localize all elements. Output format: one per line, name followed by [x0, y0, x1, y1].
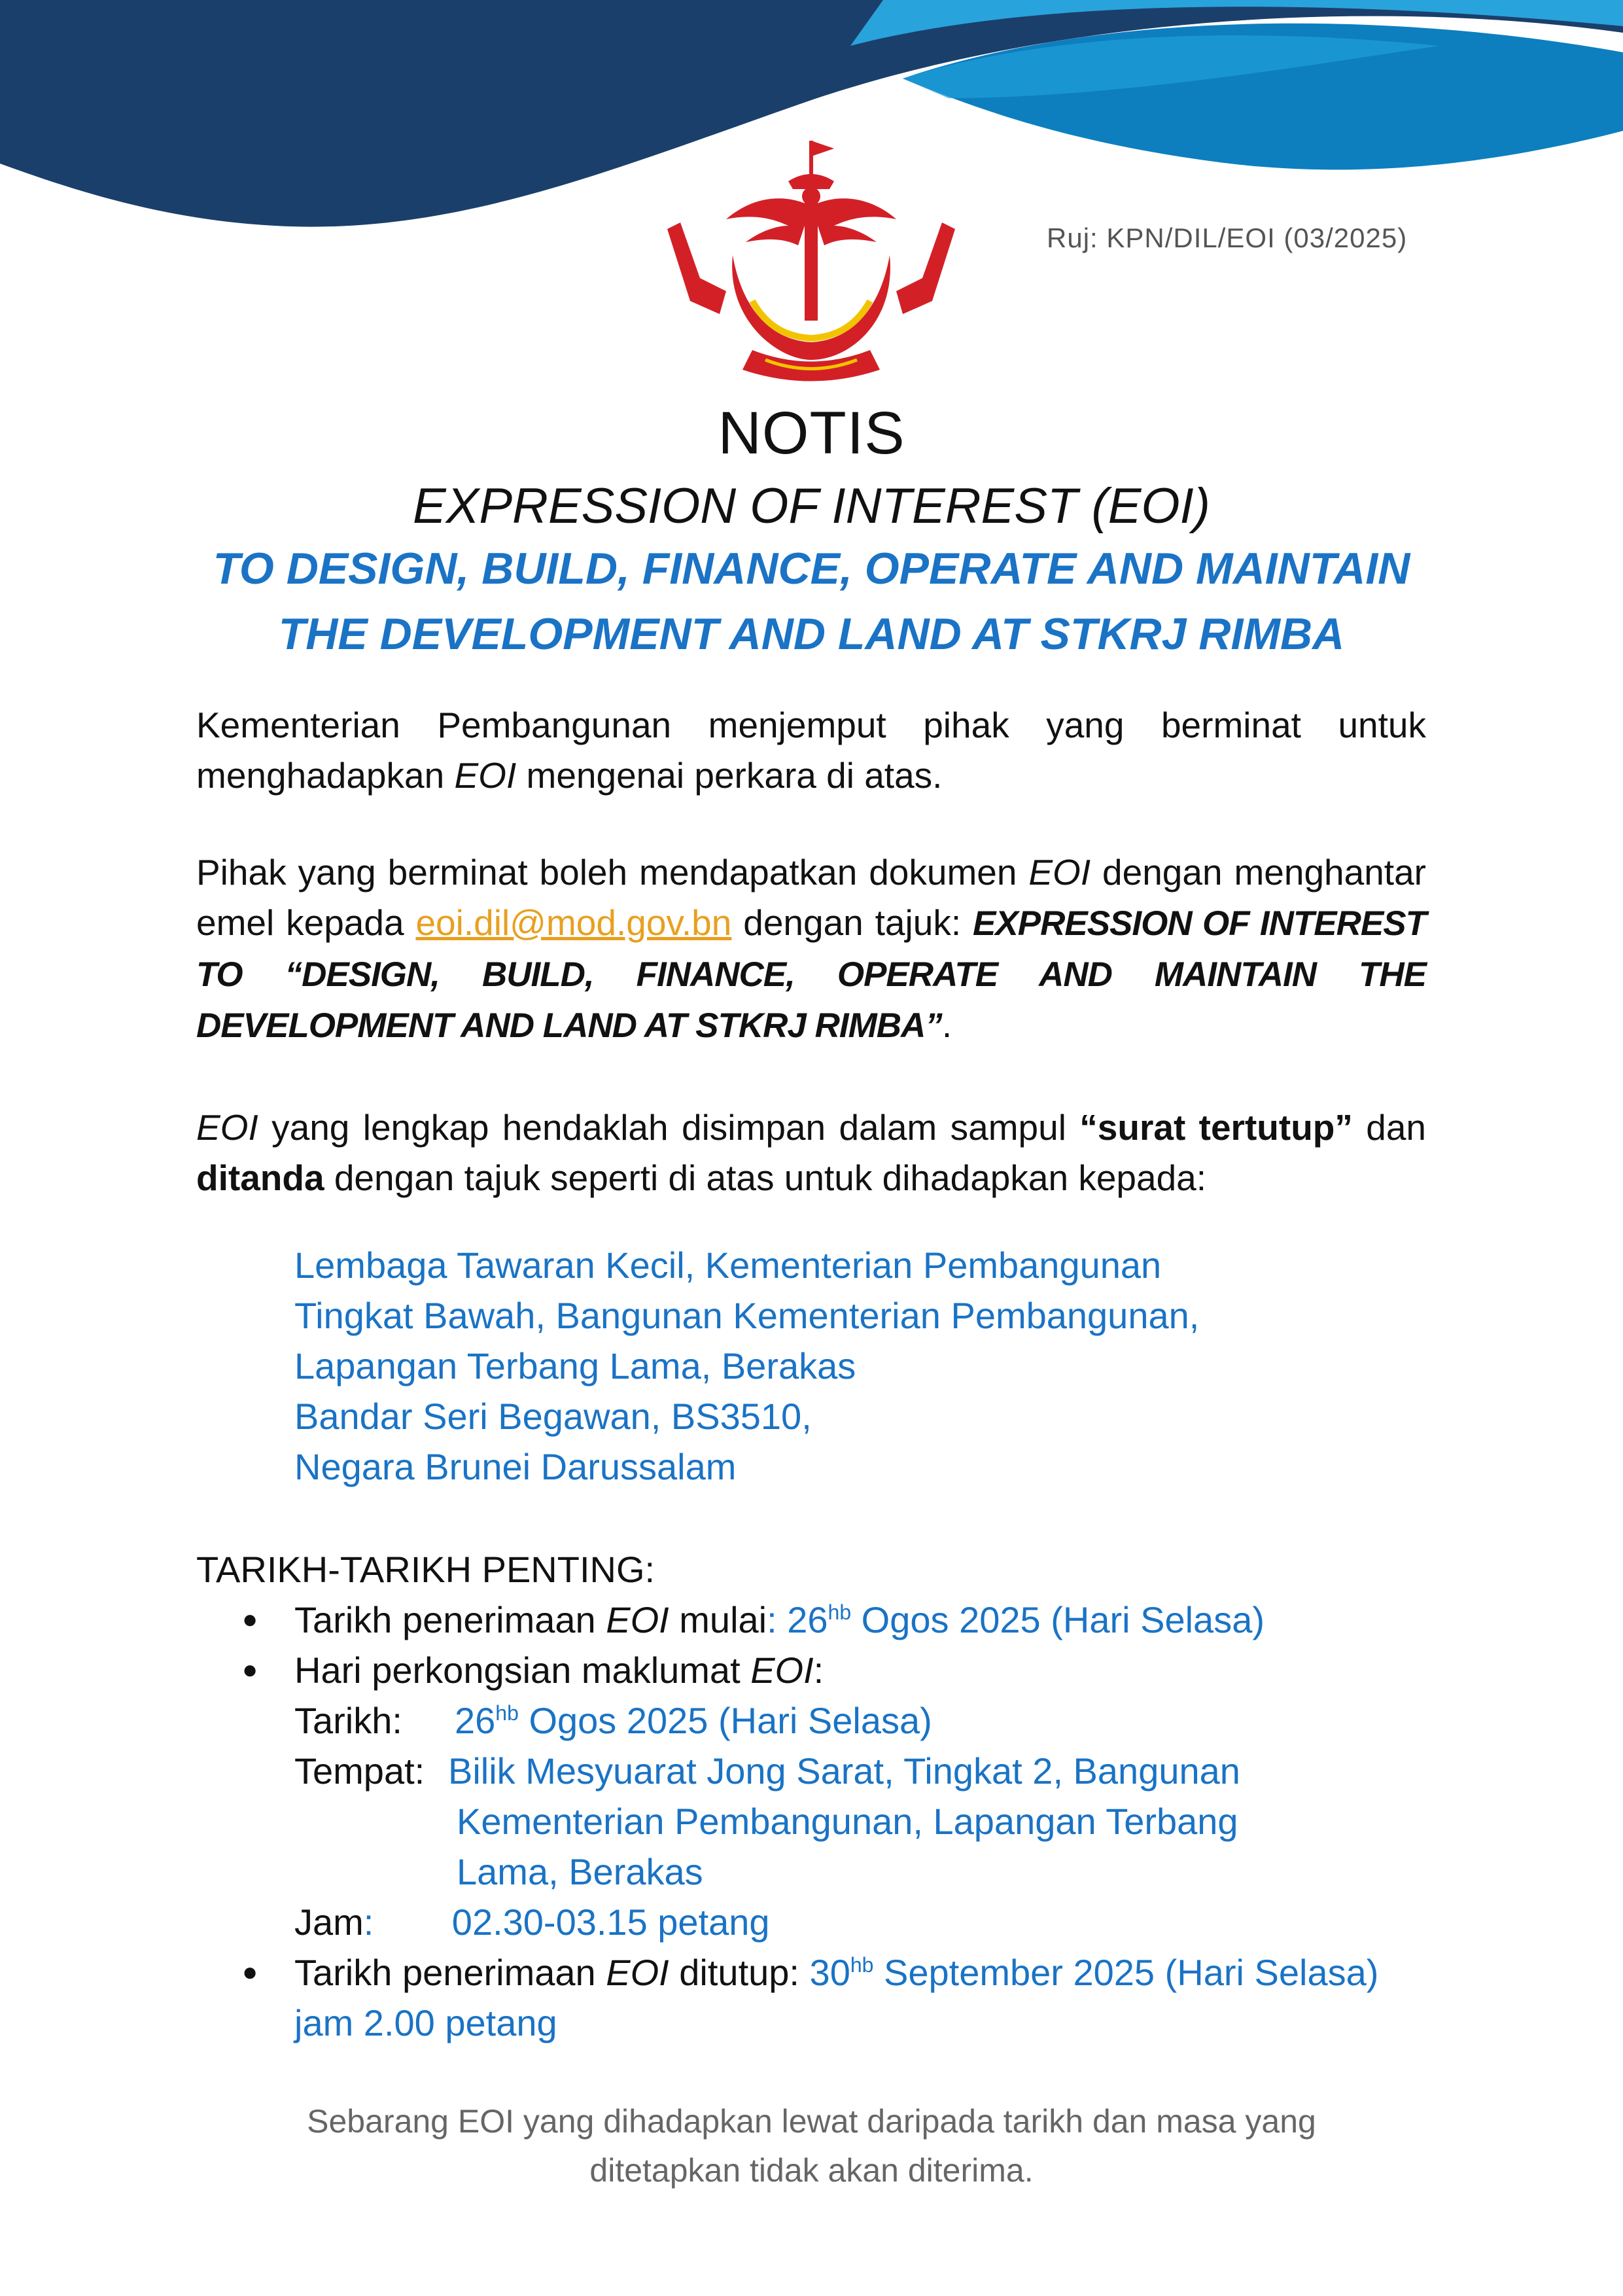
list-item-briefing: ● Hari perkongsian maklumat EOI:: [242, 1645, 1378, 1695]
email-subject: EXPRESSION OF INTEREST TO “DESIGN, BUILD, FINANCE, OPERATE AND MAINTAIN THE DEVELOPMENT AND LAND AT STKRJ RIMBA”: [196, 904, 1426, 1045]
important-dates-heading: TARIKH-TARIKH PENTING:: [196, 1549, 655, 1590]
subtitle-line-2: THE DEVELOPMENT AND LAND AT STKRJ RIMBA: [278, 609, 1345, 659]
footer-line-2: ditetapkan tidak akan diterima.: [589, 2152, 1034, 2189]
document-request-paragraph: Pihak yang berminat boleh mendapatkan dokumen EOI dengan menghantar emel kepada eoi.dil@mod.gov.bn dengan tajuk: EXPRESSION OF INTEREST TO “DESIGN, BUILD, FINANCE, OPERATE AND MAINTAIN THE DEVELOPMENT AND LAND AT STKRJ RIMBA”.: [196, 852, 1426, 1045]
address-line: Bandar Seri Begawan, BS3510,: [294, 1396, 812, 1437]
eoi-title: EXPRESSION OF INTEREST (EOI): [412, 478, 1210, 534]
closing-time: jam 2.00 petang: [294, 2002, 557, 2043]
briefing-venue-line-2: Kementerian Pembangunan, Lapangan Terbang: [457, 1801, 1238, 1842]
subtitle-line-1: TO DESIGN, BUILD, FINANCE, OPERATE AND MAINTAIN: [213, 544, 1410, 593]
address-line: Negara Brunei Darussalam: [294, 1446, 737, 1487]
brunei-crest-icon: [654, 134, 968, 389]
submission-paragraph: EOI yang lengkap hendaklah disimpan dalam sampul “surat tertutup” dan ditanda dengan tajuk seperti di atas untuk dihadapkan kepada:: [196, 1107, 1427, 1198]
footer-line-1: Sebarang EOI yang dihadapkan lewat daripada tarikh dan masa yang: [307, 2103, 1316, 2140]
email-link[interactable]: eoi.dil@mod.gov.bn: [415, 902, 732, 943]
address-line: Lapangan Terbang Lama, Berakas: [294, 1345, 856, 1386]
briefing-venue-line-3: Lama, Berakas: [457, 1851, 703, 1892]
list-item-opening-date: ● Tarikh penerimaan EOI mulai: $26^{hb}$ Ogos 2025 (Hari Selasa): [242, 1595, 1378, 1645]
important-dates-list: [242, 1595, 1378, 2048]
briefing-venue: Tempat: Bilik Mesyuarat Jong Sarat, Tingkat 2, Bangunan: [294, 1750, 1240, 1792]
list-item-closing-date: ● Tarikh penerimaan EOI ditutup: $30^{hb}$ September 2025 (Hari Selasa): [242, 1947, 1378, 1998]
briefing-time: Jam: 02.30-03.15 petang: [294, 1901, 770, 1943]
notice-title: NOTIS: [718, 400, 905, 467]
footer-note: [0, 2097, 1623, 2195]
submission-address: [294, 1240, 1199, 1492]
address-line: Lembaga Tawaran Kecil, Kementerian Pembangunan: [294, 1245, 1162, 1286]
address-line: Tingkat Bawah, Bangunan Kementerian Pembangunan,: [294, 1295, 1200, 1336]
briefing-date: Tarikh: $26^{hb}$ Ogos 2025 (Hari Selasa): [294, 1700, 932, 1741]
reference-number: Ruj: KPN/DIL/EOI (03/2025): [1047, 222, 1408, 253]
invitation-paragraph: Kementerian Pembangunan menjemput pihak yang berminat untuk menghadapkan EOI mengenai perkara di atas.: [196, 705, 1426, 796]
